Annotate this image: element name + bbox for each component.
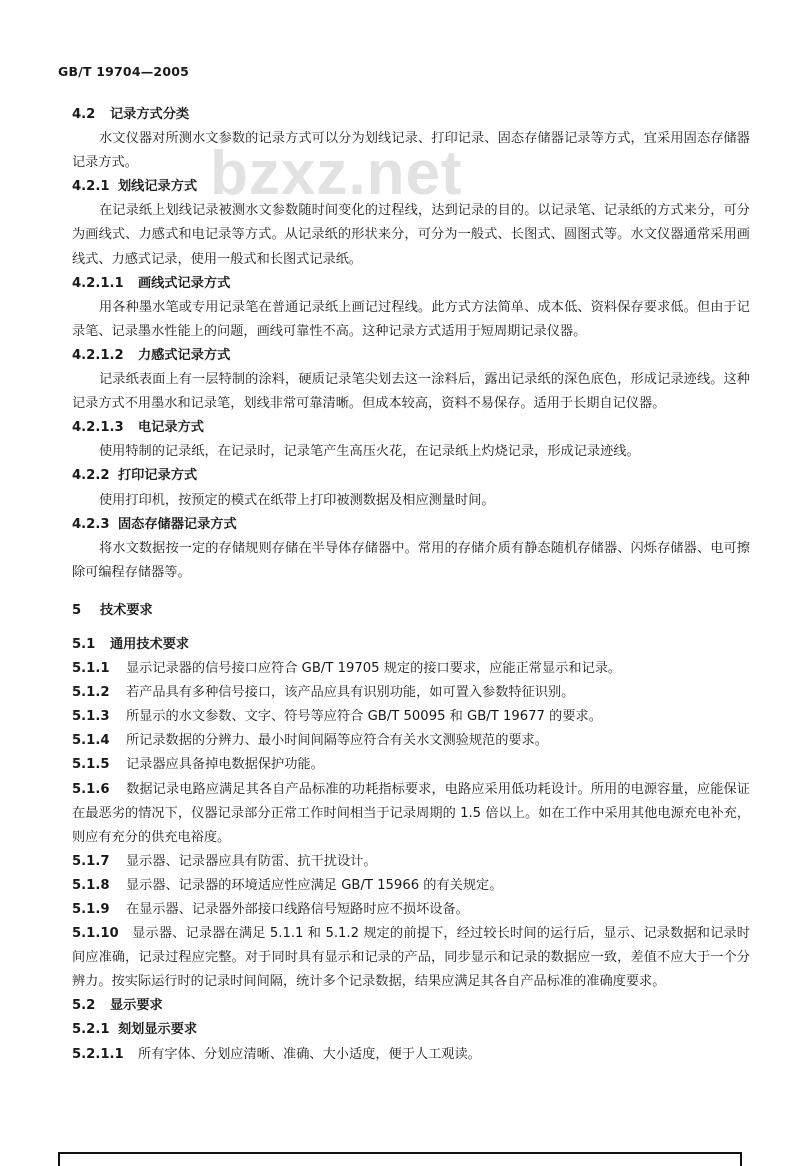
clause-number: 5.2.1.1 — [72, 1046, 124, 1062]
clause-number: 5.1.1 — [72, 661, 110, 677]
section-title: 画线式记录方式 — [138, 275, 231, 291]
section-title: 打印记录方式 — [118, 468, 198, 484]
section-title: 显示要求 — [110, 998, 163, 1014]
paragraph-4-2-2: 使用打印机，按预定的模式在纸带上打印被测数据及相应测量时间。 — [99, 492, 495, 508]
clause-text: 显示器、记录器的环境适应性应满足 GB/T 15966 的有关规定。 — [126, 877, 503, 893]
clause-text: 显示记录器的信号接口应符合 GB/T 19705 规定的接口要求，应能正常显示和记录。 — [126, 661, 622, 677]
section-title: 划线记录方式 — [118, 179, 198, 195]
clause-text: 记录器应具备掉电数据保护功能。 — [126, 757, 324, 773]
clause-number: 5.1.9 — [72, 902, 110, 917]
clause-text: 若产品具有多种信号接口，该产品应具有识别功能，如可置入参数特征识别。 — [126, 685, 575, 701]
clause-text: 数据记录电路应满足其各自产品标准的功耗指标要求，电路应采用低功耗设计。所用的电源容量，应能保证在最恶劣的情况下，仪器记录部分正常工作时间相当于记录周期的 1.5 倍以上。如在工作中采用其他电源充电补充，则应有充分的供充电裕度。 — [72, 781, 750, 845]
section-title: 记录方式分类 — [110, 107, 190, 122]
clause-5-1-2 — [72, 681, 750, 705]
clause-5-1-4 — [72, 729, 750, 753]
paragraph-4-2-1-1: 用各种墨水笔或专用记录笔在普通记录纸上画记过程线。此方式方法简单、成本低、资料保存要求低。但由于记录笔、记录墨水性能上的问题，画线可靠性不高。这种记录方式适用于短周期记录仪器。 — [72, 299, 750, 339]
section-heading-5-2-1 — [72, 1018, 750, 1042]
section-heading-4-2-1-2 — [72, 344, 750, 368]
section-number: 4.2 — [72, 107, 96, 122]
clause-number: 5.1.2 — [72, 685, 110, 701]
section-heading-4-2-1 — [72, 175, 750, 199]
clause-number: 5.1.5 — [72, 757, 110, 773]
paragraph-4-2-3: 将水文数据按一定的存储规则存储在半导体存储器中。常用的存储介质有静态随机存储器、闪烁存储器、电可擦除可编程存储器等。 — [72, 540, 750, 580]
section-number: 4.2.2 — [72, 468, 110, 484]
section-number: 4.2.1 — [72, 179, 110, 195]
section-title: 刻划显示要求 — [118, 1022, 198, 1038]
clause-5-2-1-1 — [72, 1043, 750, 1067]
section-number: 5.2 — [72, 998, 96, 1014]
section-heading-4-2 — [72, 103, 750, 127]
clause-number: 5.1.4 — [72, 733, 110, 749]
section-title: 通用技术要求 — [110, 636, 190, 652]
chapter-heading-5 — [72, 599, 750, 623]
clause-number: 5.1.3 — [72, 709, 110, 725]
clause-5-1-6 — [72, 778, 750, 850]
clause-text: 所有字体、分划应清晰、准确、大小适度，便于人工观读。 — [138, 1046, 481, 1062]
section-number: 4.2.3 — [72, 516, 110, 532]
section-number: 4.2.1.2 — [72, 347, 124, 363]
section-number: 4.2.1.3 — [72, 420, 124, 436]
clause-5-1-1 — [72, 657, 750, 681]
section-title: 电记录方式 — [138, 420, 204, 436]
section-heading-4-2-1-1 — [72, 272, 750, 296]
chapter-title: 技术要求 — [100, 602, 153, 618]
section-number: 4.2.1.1 — [72, 275, 124, 291]
section-title: 力感式记录方式 — [138, 347, 231, 363]
clause-5-1-5 — [72, 753, 750, 777]
paragraph-4-2-1-2: 记录纸表面上有一层特制的涂料，硬质记录笔尖划去这一涂料后，露出记录纸的深色底色，形成记录迹线。这种记录方式不用墨水和记录笔，划线非常可靠清晰。但成本较高，资料不易保存。适用于长期自记仪器。 — [72, 372, 750, 412]
clause-text: 在显示器、记录器外部接口线路信号短路时应不损坏设备。 — [126, 902, 469, 917]
section-heading-5-1 — [72, 633, 750, 657]
spacer — [72, 585, 750, 595]
clause-number: 5.1.8 — [72, 877, 110, 893]
clause-5-1-8 — [72, 874, 750, 898]
clause-text: 所显示的水文参数、文字、符号等应符合 GB/T 50095 和 GB/T 19677 的要求。 — [126, 709, 602, 725]
clause-number: 5.1.10 — [72, 926, 119, 942]
paragraph-4-2-1: 在记录纸上划线记录被测水文参数随时间变化的过程线，达到记录的目的。以记录笔、记录纸的方式来分，可分为画线式、力感式和电记录等方式。从记录纸的形状来分，可分为一般式、长图式、圆图式等。水文仪器通常采用画线式、力感式记录，使用一般式和长图式记录纸。 — [72, 203, 750, 267]
section-heading-4-2-3 — [72, 513, 750, 537]
section-number: 5.1 — [72, 636, 96, 652]
standard-number-header: GB/T 19704—2005 — [58, 64, 190, 79]
clause-5-1-10 — [72, 922, 750, 994]
clause-number: 5.1.6 — [72, 781, 110, 797]
clause-5-1-7 — [72, 850, 750, 874]
site-watermark: bzxz.net — [210, 139, 463, 208]
section-heading-5-2 — [72, 994, 750, 1018]
section-title: 固态存储器记录方式 — [118, 516, 237, 532]
clause-text: 所记录数据的分辨力、最小时间间隔等应符合有关水文测验规范的要求。 — [126, 733, 548, 749]
clause-text: 显示器、记录器应具有防雷、抗干扰设计。 — [126, 853, 377, 869]
spacer — [72, 623, 750, 633]
paragraph-4-2: 水文仪器对所测水文参数的记录方式可以分为划线记录、打印记录、固态存储器记录等方式，宜采用固态存储器记录方式。 — [72, 131, 750, 171]
clause-text: 显示器、记录器在满足 5.1.1 和 5.1.2 规定的前提下，经过较长时间的运行后，显示、记录数据和记录时间应准确，记录过程应完整。对于同时具有显示和记录的产品，同步显示和记录的数据应一致，差值不应大于一个分辨力。按实际运行时的记录时间间隔，统计多个记录数据，结果应满足其各自产品标准的准确度要求。 — [72, 926, 750, 990]
chapter-number: 5 — [72, 602, 82, 618]
page-bottom-frame — [58, 1152, 742, 1166]
section-heading-4-2-1-3 — [72, 416, 750, 440]
document-body — [72, 103, 750, 1067]
section-heading-4-2-2 — [72, 464, 750, 488]
paragraph-4-2-1-3: 使用特制的记录纸，在记录时，记录笔产生高压火花，在记录纸上灼烧记录，形成记录迹线。 — [99, 444, 640, 460]
section-number: 5.2.1 — [72, 1022, 110, 1038]
clause-5-1-3 — [72, 705, 750, 729]
clause-number: 5.1.7 — [72, 853, 110, 869]
clause-5-1-9 — [72, 898, 750, 922]
